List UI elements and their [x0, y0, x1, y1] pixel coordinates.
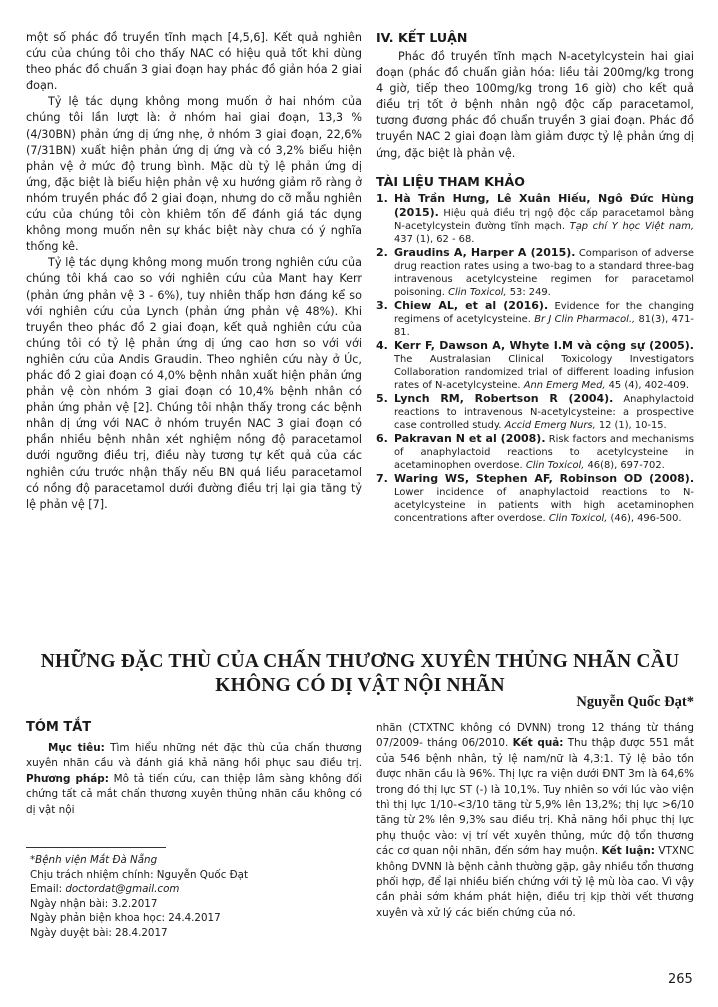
reference-journal: Clin Toxicol,	[448, 286, 507, 298]
email-label: Email:	[30, 883, 66, 896]
body-paragraph: Tỷ lệ tác dụng không mong muốn ở hai nhóm của chúng tôi lần lượt là: ở nhóm hai giai đoạn, 13,3 % (4/30BN) phản ứng dị ứng nhẹ, ở nhóm 3 giai đoạn, 22,6% (7/31BN) xuất hiện phản ứng dị ứng và có 3,2% biểu hiện phản vệ ở mức độ trung bình. Mặc dù tỷ lệ phản ứng dị ứng, đặc biệt là biểu hiện phản vệ xu hướng giảm rõ ràng ở nhóm truyền phác đồ 2 giai đoạn, nhưng do cỡ mẫu nghiên cứu của chúng tôi còn khiêm tốn để đánh giá tác dụng không mong muốn nên sự khác biệt này chưa có ý nghĩa thống kê.	[26, 95, 362, 254]
received-date: Ngày nhận bài: 3.2.2017	[30, 897, 158, 910]
reference-item	[376, 246, 694, 299]
reference-journal: Br J Clin Pharmacol.,	[534, 313, 636, 325]
reference-volume: 46(8), 697-702.	[584, 459, 665, 471]
footnotes	[30, 853, 360, 941]
reference-title: Evidence for the changing regimens of acetylcysteine.	[394, 300, 695, 325]
reference-title: Comparison of adverse drug reaction rates using a two-bag to a standard three-bag intravenous acetylcysteine regimen for paracetamol poisoning.	[394, 247, 694, 298]
title-line: KHÔNG CÓ DỊ VẬT NỘI NHÃN	[215, 675, 505, 696]
reference-number: 4.	[376, 338, 388, 352]
reference-number: 1.	[376, 191, 388, 205]
reference-journal: Ann Emerg Med,	[523, 379, 606, 391]
reference-title: Risk factors and mechanisms of anaphylactoid reactions to acetylcysteine in acetaminophen overdose.	[394, 433, 694, 471]
reference-volume: 45 (4), 402-409.	[605, 379, 690, 391]
results-text: Thu thập được 551 mắt của 546 bệnh nhân, tỷ lệ nam/nữ là 4,3:1. Tỷ lệ bảo tồn được nhãn cầu là 96%. Thị lực ra viện dưới ĐNT 3m là 64,6% trong đó thị lực ST (-) là 10,1%. Tuy nhiên so với lúc vào viện thì thị lực 1/10-<3/10 tăng từ 5,9% lên 13,2%; thị lực >6/10 tăng từ 2% lên 9,3% sau điều trị. Khả năng hồi phục thị lực phụ thuộc vào: vị trí vết xuyên thủng, mức độ tổn thương các cơ quan nội nhãn, đến sớm hay muộn.	[376, 737, 694, 858]
conclusion-abstract-text: VTXNC không DVNN là bệnh cảnh thường gặp, gây nhiều tổn thương phối hợp, để lại nhiều biến chứng với tỷ lệ mù lòa cao. Vì vậy cần phải sớm khám phát hiện, điều trị kịp thời vết thương xuyên và xử lý các biến chứng của nó.	[376, 845, 694, 919]
reference-volume: 437 (1), 62 - 68.	[394, 233, 475, 245]
reference-journal: Clin Toxicol,	[525, 459, 585, 471]
reference-volume: (46), 496-500.	[607, 512, 682, 524]
article-title	[30, 650, 690, 698]
reference-authors: Graudins A, Harper A (2015).	[394, 245, 576, 259]
email-line	[30, 882, 360, 897]
reference-authors: Chiew AL, et al (2016).	[394, 298, 549, 312]
approved-date: Ngày duyệt bài: 28.4.2017	[30, 926, 168, 939]
reference-authors: Hà Trần Hưng, Lê Xuân Hiếu, Ngô Đức Hùng (2015).	[394, 191, 694, 219]
objective-label: Mục tiêu:	[48, 742, 105, 754]
objective-text: Tìm hiểu những nét đặc thù của chấn thương xuyên nhãn cầu và đánh giá khả năng hồi phục sau điều trị.	[26, 742, 362, 770]
reference-authors: Pakravan N et al (2008).	[394, 431, 546, 445]
reference-item	[376, 299, 694, 339]
abstract-left	[26, 720, 362, 818]
conclusion-heading: IV. KẾT LUẬN	[376, 30, 468, 45]
reference-journal: Clin Toxicol,	[548, 512, 608, 524]
abstract-right	[376, 721, 694, 921]
reference-number: 7.	[376, 471, 388, 485]
reference-item	[376, 392, 694, 432]
abstract-text	[26, 741, 362, 818]
responsible-author: Chịu trách nhiệm chính: Nguyễn Quốc Đạt	[30, 868, 248, 881]
conclusion-label: Kết luận:	[601, 845, 655, 858]
method-text: Mô tả tiến cứu, can thiệp lâm sàng không đối chứng tất cả mắt chấn thương xuyên thủng nhãn cầu không có dị vật nội	[26, 772, 362, 816]
affiliation: *Bệnh viện Mắt Đà Nẵng	[30, 854, 158, 866]
reference-number: 3.	[376, 298, 388, 312]
continued-text: nhãn (CTXTNC không có DVNN) trong 12 tháng từ tháng 07/2009- tháng 06/2010.	[376, 722, 694, 750]
reference-volume: 81(3), 471-81.	[394, 313, 694, 338]
abstract-heading: TÓM TẮT	[26, 720, 92, 735]
reference-volume: 53: 249.	[506, 286, 551, 298]
page-number: 265	[668, 972, 693, 987]
conclusion-text: Phác đồ truyền tĩnh mạch N-acetylcystein hai giai đoạn (phác đồ chuẩn giản hóa: liều tải 200mg/kg trong 4 giờ, tiếp theo 100mg/kg trong 16 giờ) cho kết quả điều trị tốt ở bệnh nhân ngộ độc cấp paracetamol, tương đương phác đồ chuẩn truyền 3 giai đoạn. Phác đồ truyền NAC 2 giai đoạn làm giảm được tỷ lệ phản ứng dị ứng, đặc biệt là phản vệ.	[376, 50, 694, 160]
results-label: Kết quả:	[512, 737, 564, 750]
left-column	[26, 30, 362, 513]
reference-title: Anaphylactoid reactions to intravenous N-acetylcysteine: a prospective case controlled study.	[394, 393, 694, 431]
reference-title: Hiệu quả điều trị ngộ độc cấp paracetamol bằng N-acetylcystein đường tĩnh mạch.	[394, 207, 694, 232]
abstract-text	[376, 721, 694, 921]
title-line: NHỮNG ĐẶC THÙ CỦA CHẤN THƯƠNG XUYÊN THỦNG NHÃN CẦU	[40, 651, 680, 672]
reference-number: 6.	[376, 431, 388, 445]
author-name: Nguyễn Quốc Đạt*	[576, 694, 694, 710]
reference-authors: Waring WS, Stephen AF, Robinson OD (2008).	[394, 471, 694, 485]
references-heading: TÀI LIỆU THAM KHẢO	[376, 173, 525, 189]
right-column	[376, 30, 694, 525]
reference-title: Lower incidence of anaphylactoid reactions to N-acetylcysteine in patients with high acetaminophen concentrations after overdose.	[394, 486, 694, 524]
reference-item	[376, 339, 694, 392]
reference-item	[376, 432, 694, 472]
reference-authors: Kerr F, Dawson A, Whyte I.M và cộng sự (2005).	[394, 338, 694, 352]
body-paragraph: một số phác đồ truyền tĩnh mạch [4,5,6]. Kết quả nghiên cứu của chúng tôi cho thấy NAC có hiệu quả tốt khi dùng theo phác đồ chuẩn 3 giai đoạn hay phác đồ giản hóa 2 giai đoạn.	[26, 31, 362, 93]
reference-number: 2.	[376, 245, 388, 259]
email-link[interactable]: doctordat@gmail.com	[65, 883, 180, 896]
reference-journal: Tạp chí Y học Việt nam,	[569, 220, 694, 232]
reference-list	[376, 192, 694, 525]
reference-authors: Lynch RM, Robertson R (2004).	[394, 391, 614, 405]
reference-item	[376, 192, 694, 246]
reference-number: 5.	[376, 391, 388, 405]
reference-volume: 12 (1), 10-15.	[595, 419, 667, 431]
footnote-divider	[26, 847, 166, 848]
reviewed-date: Ngày phản biện khoa học: 24.4.2017	[30, 912, 221, 925]
body-paragraph: Tỷ lệ tác dụng không mong muốn trong nghiên cứu của chúng tôi khá cao so với nghiên cứu của Mant hay Kerr (phản ứng phản vệ 3 - 6%), tuy nhiên thấp hơn đáng kể so với nghiên cứu của Lynch (phản ứng phản vệ 48%). Khi truyền theo phác đồ 2 giai đoạn, kết quả nghiên cứu của chúng tôi có tỷ lệ phản ứng dị ứng cao hơn so với với nghiên cứu của Andis Graudin. Theo nghiên cứu này ở Úc, phác đồ 2 giai đoạn có 4,0% bệnh nhân xuất hiện phản ứng phản vệ còn nhóm 3 giai đoạn có 10,4% bệnh nhân có phản ứng phản vệ [2]. Chúng tôi nhận thấy trong các bệnh nhân dị ứng với NAC ở nhóm truyền NAC 3 giai đoạn có phần nhiều bệnh nhân xét nghiệm nồng độ paracetamol dưới ngưỡng điều trị, điều này tương tự kết quả của các nghiên cứu trước nhận thấy nếu BN quá liều paracetamol có nồng độ paracetamol dưới đường điều trị lại gia tăng tỷ lệ phản vệ [7].	[26, 256, 362, 511]
reference-title: The Australasian Clinical Toxicology Investigators Collaboration randomized trial of different loading infusion rates of N-acetylcysteine.	[394, 353, 694, 391]
method-label: Phương pháp:	[26, 772, 109, 785]
reference-item	[376, 472, 694, 525]
reference-journal: Accid Emerg Nurs,	[504, 419, 596, 431]
